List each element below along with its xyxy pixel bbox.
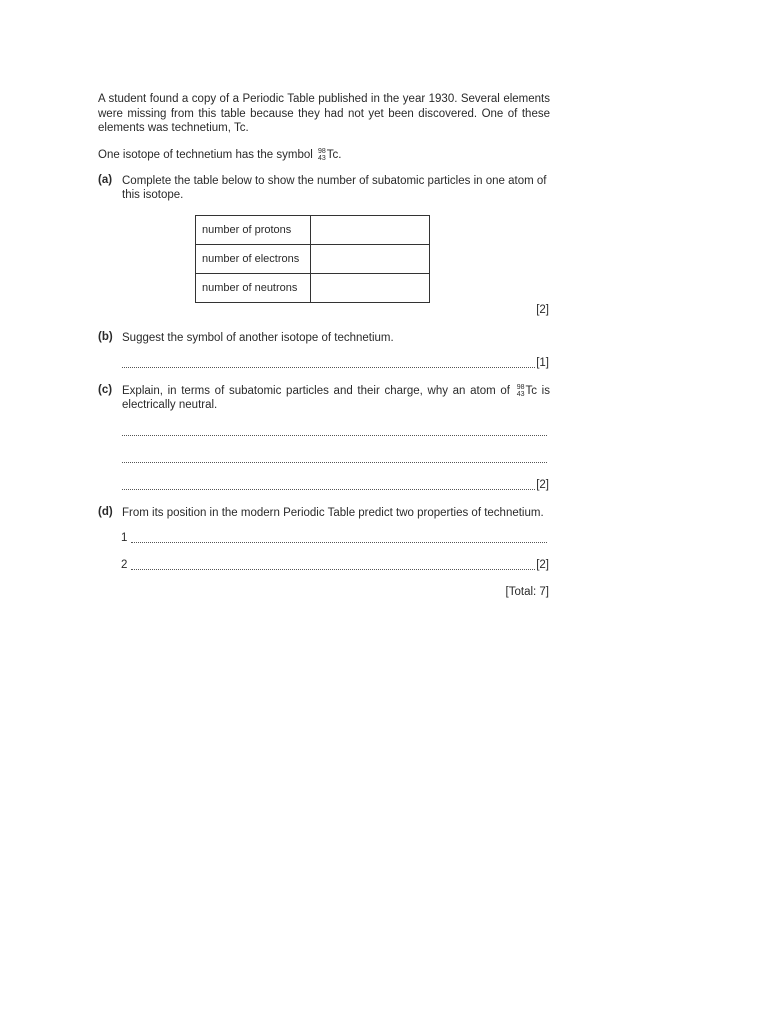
question-c [98,384,550,414]
element-symbol: Tc [525,385,537,398]
atomic-number: 43 [516,391,525,398]
row-label: number of neutrons [196,274,311,303]
answer-cell-protons[interactable] [311,216,430,245]
question-b [98,331,550,347]
total-marks: [Total: 7] [505,586,549,598]
mark-d: [2] [536,559,549,571]
answer-number-1: 1 [121,532,128,544]
question-text [122,384,550,412]
mark-c: [2] [536,479,549,491]
element-symbol: Tc [326,149,339,162]
atomic-number: 43 [318,155,326,162]
answer-line-c3[interactable] [122,488,535,490]
isotope-numbers [318,148,326,162]
question-label: (b) [98,331,113,343]
answer-line-d1[interactable] [131,541,547,543]
isotope-numbers [517,384,525,398]
answer-line-c2[interactable] [122,461,547,463]
period: . [338,149,342,162]
isotope-text: One isotope of technetium has the symbol [98,149,313,162]
particles-table [195,215,430,303]
answer-cell-electrons[interactable] [311,245,430,274]
answer-line-c1[interactable] [122,434,547,436]
intro-paragraph: A student found a copy of a Periodic Table published in the year 1930. Several elements were missing from this table because they had not yet been discovered. One of these elements was technetium, Tc. [98,93,550,134]
question-text-part: Explain, in terms of subatomic particles and their charge, why an atom of [122,385,510,398]
mark-a: [2] [536,304,549,316]
question-text-part: is electrically neutral. [122,385,550,412]
question-label: (a) [98,174,113,186]
question-label: (c) [98,384,113,396]
table-row [196,245,430,274]
row-label: number of electrons [196,245,311,274]
mark-b: [1] [536,357,549,369]
answer-cell-neutrons[interactable] [311,274,430,303]
question-label: (d) [98,506,113,518]
question-a [98,174,550,204]
question-text: From its position in the modern Periodic Table predict two properties of technetium. [122,507,544,519]
answer-line-d2[interactable] [131,568,535,570]
row-label: number of protons [196,216,311,245]
question-text: Complete the table below to show the number of subatomic particles in one atom of this isotope. [122,175,547,201]
table-row [196,274,430,303]
question-text: Suggest the symbol of another isotope of technetium. [122,332,394,344]
question-d [98,506,550,522]
mass-number: 98 [516,384,525,391]
answer-line-b[interactable] [122,366,535,368]
isotope-statement [98,148,342,162]
answer-number-2: 2 [121,559,128,571]
table-row [196,216,430,245]
mass-number: 98 [318,148,326,155]
